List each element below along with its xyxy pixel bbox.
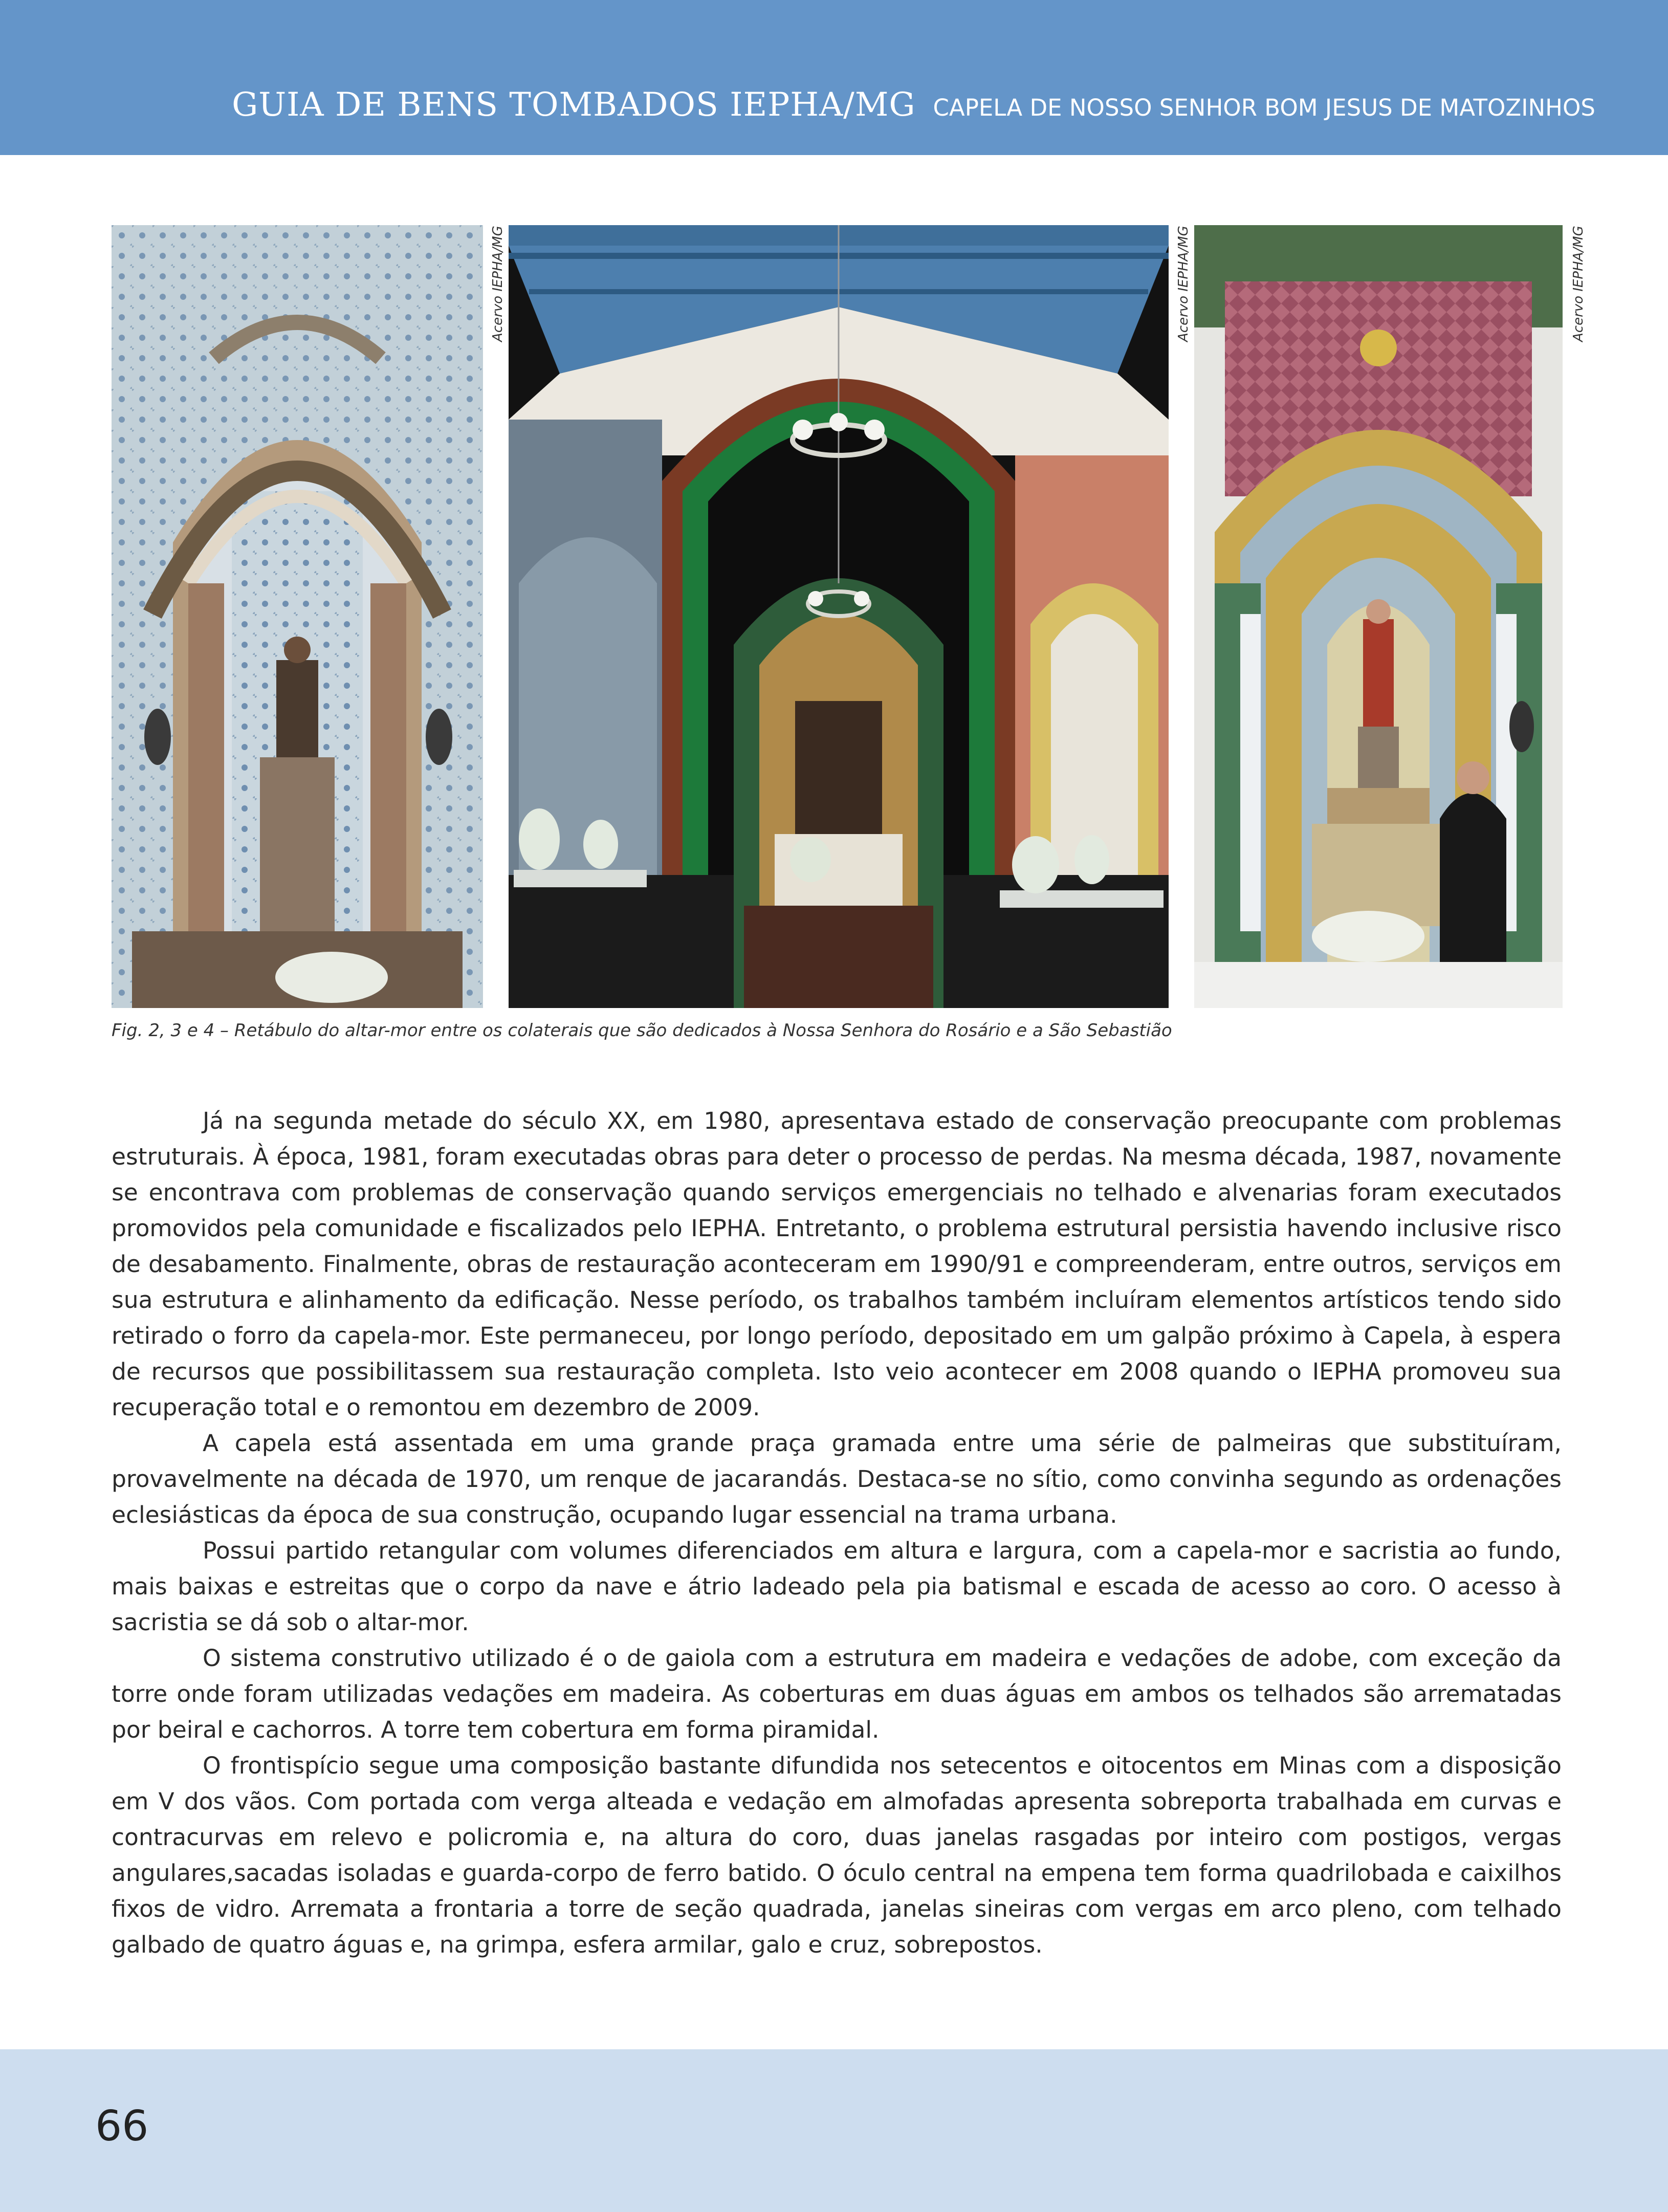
photo-credit-1: Acervo IEPHA/MG [490,226,506,342]
paragraph-1: Já na segunda metade do século XX, em 1980, apresentava estado de conservação preocupante com problemas estruturais. À época, 1981, foram executadas obras para deter o processo de perdas. Na mesma década, 1987, novamente se encontrava com problemas de conservação quando serviços emergenciais no telhado e alvenarias foram executados promovidos pela comunidade e fiscalizados pelo IEPHA. Entretanto, o problema estrutural persistia havendo inclusive risco de desabamento. Finalmente, obras de restauração aconteceram em 1990/91 e compreenderam, entre outros, serviços em sua estrutura e alinhamento da edificação. Nesse período, os trabalhos também incluíram elementos artísticos tendo sido retirado o forro da capela-mor. Este permaneceu, por longo período, depositado em um galpão próximo à Capela, à espera de recursos que possibilitassem sua restauração completa. Isto veio acontecer em 2008 quando o IEPHA promoveu sua recuperação total e o remontou em dezembro de 2009. [112,1107,1562,1421]
main-altar-image [509,225,1169,1008]
page-number: 66 [95,2102,149,2151]
photo-credit-2: Acervo IEPHA/MG [1176,226,1191,342]
figure-caption: Fig. 2, 3 e 4 – Retábulo do altar-mor entre os colaterais que são dedicados à Nossa Senhora do Rosário e a São Sebastião [112,1020,1172,1041]
photo-credit-3: Acervo IEPHA/MG [1571,226,1586,342]
page-footer [0,2049,1668,2212]
photo-right-altar [1194,225,1563,1008]
chapel-title: CAPELA DE NOSSO SENHOR BOM JESUS DE MATOZINHOS [933,94,1595,121]
right-altar-image [1194,225,1563,1008]
photo-left-altar [112,225,483,1008]
guide-title: GUIA DE BENS TOMBADOS IEPHA/MG [232,86,916,124]
header-line [232,86,1595,124]
photo-main-altar [509,225,1169,1008]
body-text [112,1103,1562,1963]
paragraph-2: A capela está assentada em uma grande praça gramada entre uma série de palmeiras que substituíram, provavelmente na década de 1970, um renque de jacarandás. Destaca-se no sítio, como convinha segundo as ordenações eclesiásticas da época de sua construção, ocupando lugar essencial na trama urbana. [112,1430,1562,1528]
paragraph-3: Possui partido retangular com volumes diferenciados em altura e largura, com a capela-mor e sacristia ao fundo, mais baixas e estreitas que o corpo da nave e átrio ladeado pela pia batismal e escada de acesso ao coro. O acesso à sacristia se dá sob o altar-mor. [112,1537,1562,1636]
paragraph-5: O frontispício segue uma composição bastante difundida nos setecentos e oitocentos em Minas com a disposição em V dos vãos. Com portada com verga alteada e vedação em almofadas apresenta sobreporta trabalhada em curvas e contracurvas em relevo e policromia e, na altura do coro, duas janelas rasgadas por inteiro com postigos, vergas angulares,sacadas isoladas e guarda-corpo de ferro batido. O óculo central na empena tem forma quadrilobada e caixilhos fixos de vidro. Arremata a frontaria a torre de seção quadrada, janelas sineiras com vergas em arco pleno, com telhado galbado de quatro águas e, na grimpa, esfera armilar, galo e cruz, sobrepostos. [112,1752,1562,1958]
left-altar-image [112,225,483,1008]
paragraph-4: O sistema construtivo utilizado é o de gaiola com a estrutura em madeira e vedações de adobe, com exceção da torre onde foram utilizadas vedações em madeira. As coberturas em duas águas em ambos os telhados são arrematadas por beiral e cachorros. A torre tem cobertura em forma piramidal. [112,1645,1562,1743]
page-header [0,0,1668,155]
